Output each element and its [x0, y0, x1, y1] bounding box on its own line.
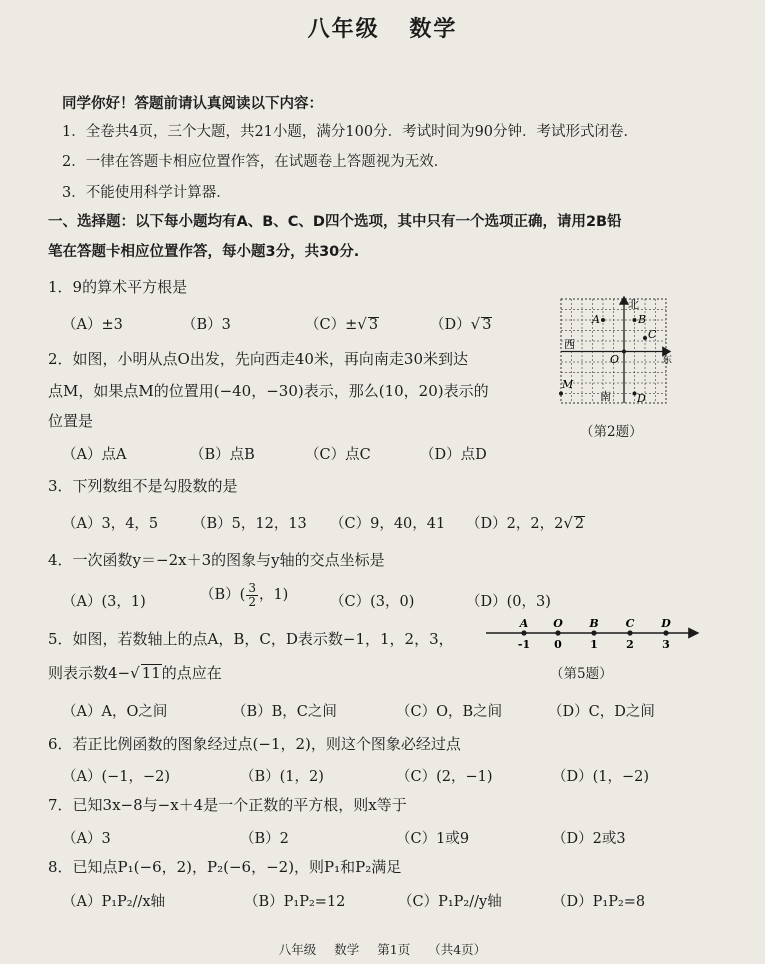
- section1-line2: 笔在答题卡相应位置作答，每小题3分，共30分.: [48, 244, 360, 260]
- q3-option-a: （A）3，4，5: [62, 516, 159, 532]
- q7-option-c: （C）1或9: [396, 831, 470, 847]
- page-title: [0, 12, 765, 43]
- q2-label-a: A: [592, 313, 600, 326]
- q6-stem: 6．若正比例函数的图象经过点(−1，2)，则这个图象必经过点: [48, 735, 461, 753]
- q5-point-label-o: O: [553, 617, 563, 630]
- q2-label-b: B: [638, 313, 647, 326]
- q8-option-d: （D）P₁P₂=8: [552, 894, 646, 910]
- q5-option-a: （A）A，O之间: [62, 704, 168, 720]
- q2-point-o: [622, 350, 626, 354]
- q1-option-d: （D）√ 3: [430, 315, 492, 333]
- q7-option-a: （A）3: [62, 831, 111, 847]
- q1-option-b: （B）3: [182, 317, 231, 333]
- q2-option-d: （D）点D: [420, 447, 487, 463]
- title-grade: 八年级: [307, 16, 380, 42]
- q3-stem: 3．下列数组不是勾股数的是: [48, 477, 238, 495]
- section1-line1: 一、选择题：以下每小题均有A、B、C、D四个选项，其中只有一个选项正确，请用2B铅: [48, 214, 622, 230]
- q5-stem-line1: 5．如图，若数轴上的点A，B，C，D表示数−1，1，2，3，: [48, 630, 454, 648]
- q2-caption: （第2题）: [580, 424, 643, 440]
- footer-grade: 八年级: [278, 942, 317, 957]
- q5-point-label-d: D: [661, 617, 671, 630]
- q2-label-o: O: [610, 353, 620, 366]
- q2-grid-figure: [558, 296, 674, 408]
- q2-stem-line1: 2．如图，小明从点O出发，先向西走40米，再向南走30米到达: [48, 350, 469, 368]
- q2-option-b: （B）点B: [190, 447, 255, 463]
- q2-stem-line2: 点M，如果点M的位置用(−40，−30)表示，那么(10，20)表示的: [48, 382, 489, 400]
- q2-point-c: [643, 336, 647, 340]
- q5-point-b: [591, 630, 596, 635]
- q5-caption: （第5题）: [550, 666, 613, 682]
- q5-tick-label: 3: [662, 638, 670, 651]
- q4-option-b: （B）( $\frac{3}{2}$ ，1): [200, 581, 289, 609]
- q6-option-b: （B）(1，2): [240, 769, 324, 785]
- q7-option-b: （B）2: [240, 831, 289, 847]
- instruction-3: 3．不能使用科学计算器．: [62, 185, 231, 201]
- q2-label-east: 东: [662, 355, 672, 366]
- q3-option-b: （B）5，12，13: [192, 516, 307, 532]
- q3-option-c: （C）9，40，41: [330, 516, 446, 532]
- q8-option-c: （C）P₁P₂//y轴: [398, 894, 502, 910]
- footer-page: 第1页: [377, 942, 411, 957]
- q2-label-m: M: [562, 378, 574, 391]
- q6-option-c: （C）(2，−1): [396, 769, 493, 785]
- q2-label-north: 北: [628, 298, 639, 311]
- q2-point-a: [601, 318, 605, 322]
- q7-option-d: （D）2或3: [552, 831, 626, 847]
- q5-point-a: [521, 630, 526, 635]
- footer-subject: 数学: [334, 942, 360, 957]
- q8-stem: 8．已知点P₁(−6，2)，P₂(−6，−2)，则P₁和P₂满足: [48, 858, 402, 876]
- q6-option-d: （D）(1，−2): [552, 769, 650, 785]
- q5-option-c: （C）O，B之间: [396, 704, 503, 720]
- q2-label-d: D: [637, 392, 646, 405]
- q2-label-c: C: [648, 328, 657, 341]
- title-subject: 数学: [409, 16, 458, 42]
- q2-stem-line3: 位置是: [48, 412, 94, 430]
- q5-stem-line2: 则表示数4−√ 11的点应在: [48, 664, 222, 682]
- q8-option-a: （A）P₁P₂//x轴: [62, 894, 166, 910]
- q2-label-south: 南: [600, 390, 611, 403]
- q2-option-a: （A）点A: [62, 447, 127, 463]
- greeting: 同学你好！答题前请认真阅读以下内容：: [62, 96, 323, 112]
- q5-point-label-a: A: [519, 617, 529, 630]
- q5-tick-label: 0: [554, 638, 562, 651]
- q5-point-d: [663, 630, 668, 635]
- q4-option-c: （C）(3，0): [330, 594, 415, 610]
- q7-stem: 7．已知3x−8与−x＋4是一个正数的平方根，则x等于: [48, 796, 407, 814]
- q2-point-m: [559, 392, 563, 396]
- q2-label-west: 西: [564, 338, 575, 351]
- q5-point-label-c: C: [625, 617, 635, 630]
- q2-point-d: [633, 392, 637, 396]
- q5-tick-label: 2: [626, 638, 634, 651]
- q1-option-c: （C）±√ 3: [305, 315, 379, 333]
- q5-tick-label: -1: [517, 638, 531, 651]
- q1-stem: 1．9的算术平方根是: [48, 278, 188, 296]
- q5-option-d: （D）C，D之间: [548, 704, 655, 720]
- q6-option-a: （A）(−1，−2): [62, 769, 171, 785]
- q5-point-label-b: B: [589, 617, 599, 630]
- q5-tick-label: 1: [590, 638, 598, 651]
- q4-stem: 4．一次函数y＝−2x＋3的图象与y轴的交点坐标是: [48, 551, 385, 569]
- q2-point-b: [633, 318, 637, 322]
- footer-total: （共4页）: [428, 942, 487, 957]
- q5-point-o: [555, 630, 560, 635]
- q5-option-b: （B）B，C之间: [232, 704, 337, 720]
- instruction-1: 1．全卷共4页，三个大题，共21小题，满分100分．考试时间为90分钟．考试形式闭卷．: [62, 124, 639, 140]
- q1-option-a: （A）±3: [62, 317, 123, 333]
- q4-option-a: （A）(3，1): [62, 594, 146, 610]
- q5-point-c: [627, 630, 632, 635]
- q3-option-d: （D）2，2，2√ 2: [466, 514, 585, 532]
- instruction-2: 2．一律在答题卡相应位置作答，在试题卷上答题视为无效．: [62, 154, 449, 170]
- q2-option-c: （C）点C: [305, 447, 371, 463]
- page-footer: [0, 940, 765, 958]
- q5-number-line: [484, 616, 704, 652]
- q8-option-b: （B）P₁P₂=12: [244, 894, 346, 910]
- q4-option-d: （D）(0，3): [466, 594, 551, 610]
